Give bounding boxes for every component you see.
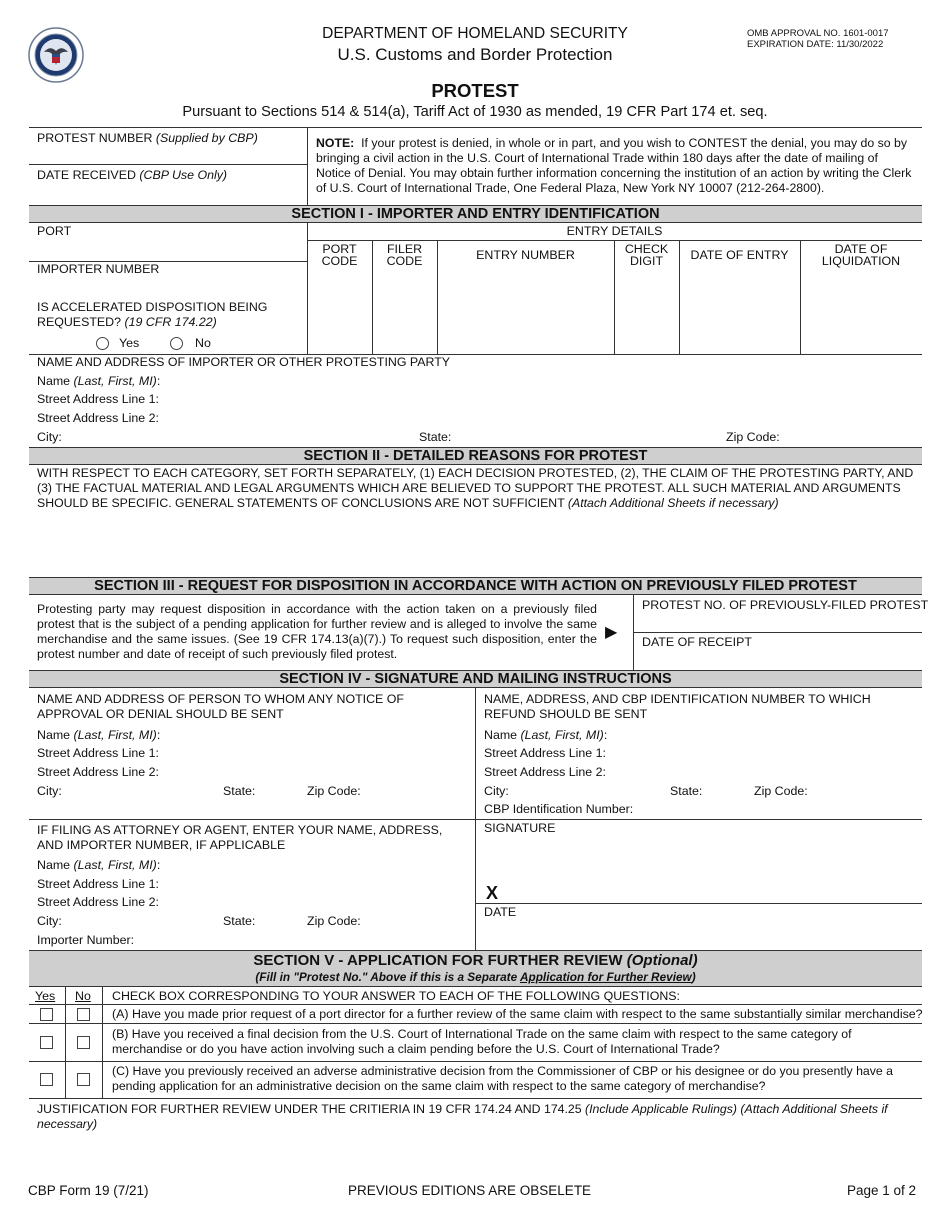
refund-recipient-title: NAME, ADDRESS, AND CBP IDENTIFICATION NUMBER TO WHICH REFUND SHOULD BE SENT bbox=[484, 692, 871, 721]
cbp-id-field[interactable]: CBP Identification Number: bbox=[484, 802, 634, 816]
port-field[interactable]: PORT bbox=[37, 224, 72, 238]
col-check-digit: CHECK DIGIT bbox=[624, 242, 669, 268]
col-date-of-entry: DATE OF ENTRY bbox=[690, 248, 789, 262]
col-port-code: PORT CODE bbox=[321, 242, 358, 268]
section-3-title: SECTION III - REQUEST FOR DISPOSITION IN ACCORDANCE WITH ACTION ON PREVIOUSLY FILED PROTEST bbox=[29, 577, 922, 595]
refund-city[interactable]: City: bbox=[484, 784, 509, 798]
cbp-seal-icon bbox=[28, 27, 84, 83]
refund-street-1[interactable]: Street Address Line 1: bbox=[484, 746, 606, 760]
notice-street-1[interactable]: Street Address Line 1: bbox=[37, 746, 159, 760]
refund-street-2[interactable]: Street Address Line 2: bbox=[484, 765, 606, 779]
section-5-title: SECTION V - APPLICATION FOR FURTHER REVIEW (Optional) (Fill in "Protest No." Above if this is a Separate Application for Further Review) bbox=[29, 950, 922, 987]
date-of-receipt-field[interactable]: DATE OF RECEIPT bbox=[642, 635, 752, 649]
notice-zip[interactable]: Zip Code: bbox=[307, 784, 361, 798]
previous-protest-number-field[interactable]: PROTEST NO. OF PREVIOUSLY-FILED PROTEST bbox=[642, 598, 929, 612]
accelerated-yes-radio[interactable] bbox=[96, 337, 109, 350]
importer-state[interactable]: State: bbox=[419, 430, 452, 444]
accelerated-no-label: No bbox=[195, 336, 211, 350]
form-number: CBP Form 19 (7/21) bbox=[28, 1183, 149, 1198]
notice-recipient-title: NAME AND ADDRESS OF PERSON TO WHOM ANY NOTICE OF APPROVAL OR DENIAL SHOULD BE SENT bbox=[37, 692, 404, 721]
previous-protest-instructions: Protesting party may request disposition in accordance with the action taken on a previously filed protest that is the subject of a pending application for further review and is alleged to involve the same merchandise and the same issues. (See 19 CFR 174.13(a)(7).) To request such disposition, enter the protest number and date of receipt of such previously filed protest. bbox=[37, 602, 597, 661]
section-1-title: SECTION I - IMPORTER AND ENTRY IDENTIFICATION bbox=[29, 205, 922, 223]
col-date-of-liquidation: DATE OF LIQUIDATION bbox=[821, 242, 901, 268]
attorney-importer-number[interactable]: Importer Number: bbox=[37, 933, 135, 947]
justification-label: JUSTIFICATION FOR FURTHER REVIEW UNDER THE CRITIERIA IN 19 CFR 174.24 AND 174.25 (Include Applicable Rulings) (Attach Additional Sheets if necessary) bbox=[37, 1102, 888, 1131]
notice-city[interactable]: City: bbox=[37, 784, 62, 798]
page-number: Page 1 of 2 bbox=[847, 1183, 917, 1198]
protest-number-field[interactable]: PROTEST NUMBER (Supplied by CBP) bbox=[37, 131, 258, 145]
question-a-no-checkbox[interactable] bbox=[77, 1008, 90, 1021]
attorney-street-1[interactable]: Street Address Line 1: bbox=[37, 877, 159, 891]
attorney-zip[interactable]: Zip Code: bbox=[307, 914, 361, 928]
protest-reasons-area[interactable] bbox=[29, 515, 922, 577]
question-b-no-checkbox[interactable] bbox=[77, 1036, 90, 1049]
signature-label: SIGNATURE bbox=[484, 821, 556, 835]
section-4-title: SECTION IV - SIGNATURE AND MAILING INSTRUCTIONS bbox=[29, 670, 922, 688]
agency-name: U.S. Customs and Border Protection bbox=[337, 45, 613, 64]
form-subtitle: Pursuant to Sections 514 & 514(a), Tariff Act of 1930 as mended, 19 CFR Part 174 et. seq. bbox=[182, 104, 768, 120]
date-received-field[interactable]: DATE RECEIVED (CBP Use Only) bbox=[37, 168, 228, 182]
signature-date-field[interactable]: DATE bbox=[484, 905, 517, 919]
importer-number-field[interactable]: IMPORTER NUMBER bbox=[37, 262, 160, 276]
accelerated-yes-label: Yes bbox=[119, 336, 140, 350]
expiration-date: EXPIRATION DATE: 11/30/2022 bbox=[747, 39, 884, 50]
accelerated-question-2: REQUESTED? (19 CFR 174.22) bbox=[37, 315, 217, 329]
col-filer-code: FILER CODE bbox=[386, 242, 423, 268]
importer-city[interactable]: City: bbox=[37, 430, 62, 444]
attorney-city[interactable]: City: bbox=[37, 914, 62, 928]
department-name: DEPARTMENT OF HOMELAND SECURITY bbox=[322, 25, 628, 42]
importer-street-1[interactable]: Street Address Line 1: bbox=[37, 392, 159, 406]
attorney-street-2[interactable]: Street Address Line 2: bbox=[37, 895, 159, 909]
section-2-title: SECTION II - DETAILED REASONS FOR PROTEST bbox=[29, 447, 922, 465]
importer-zip[interactable]: Zip Code: bbox=[726, 430, 780, 444]
contest-note: NOTE: If your protest is denied, in whole or in part, and you wish to CONTEST the denial, you may do so by bringing a civil action in the U.S. Court of International Trade within 180 days after the date of mailing of Notice of Denial. You may obtain further information concerning the institution of an action by writing the Clerk of U.S. Court of International Trade, One Federal Plaza, New York NY 10007 (212-264-2800). bbox=[316, 136, 912, 195]
signature-x-mark: X bbox=[486, 883, 499, 903]
refund-name-field[interactable]: Name (Last, First, MI): bbox=[484, 728, 608, 742]
entry-details-header: ENTRY DETAILS bbox=[566, 224, 663, 238]
attorney-state[interactable]: State: bbox=[223, 914, 256, 928]
protest-reasons-instructions: WITH RESPECT TO EACH CATEGORY, SET FORTH SEPARATELY, (1) EACH DECISION PROTESTED, (2), THE CLAIM OF THE PROTESTING PARTY, AND (3) THE FACTUAL MATERIAL AND LEGAL ARGUMENTS WHICH ARE BELIEVED TO SUPPORT THE PROTEST. ALL SUCH MATERIAL AND ARGUMENTS SHOULD BE SPECIFIC. GENERAL STATEMENTS OF CONCLUSIONS ARE NOT SUFFICIENT (Attach Additional Sheets if necessary) bbox=[37, 466, 914, 510]
justification-area[interactable] bbox=[29, 1134, 922, 1174]
yes-column-header: Yes bbox=[35, 989, 56, 1003]
omb-approval: OMB APPROVAL NO. 1601-0017 bbox=[747, 28, 889, 39]
no-column-header: No bbox=[75, 989, 91, 1003]
section-5-instruction: CHECK BOX CORRESPONDING TO YOUR ANSWER TO EACH OF THE FOLLOWING QUESTIONS: bbox=[112, 989, 680, 1003]
signature-field[interactable] bbox=[475, 835, 922, 903]
col-entry-number: ENTRY NUMBER bbox=[476, 248, 575, 262]
refund-zip[interactable]: Zip Code: bbox=[754, 784, 808, 798]
notice-name-field[interactable]: Name (Last, First, MI): bbox=[37, 728, 161, 742]
accelerated-question: IS ACCELERATED DISPOSITION BEING bbox=[37, 300, 268, 314]
notice-street-2[interactable]: Street Address Line 2: bbox=[37, 765, 159, 779]
question-b-yes-checkbox[interactable] bbox=[40, 1036, 53, 1049]
accelerated-no-radio[interactable] bbox=[170, 337, 183, 350]
importer-name-field[interactable]: Name (Last, First, MI): bbox=[37, 374, 161, 388]
question-c-no-checkbox[interactable] bbox=[77, 1073, 90, 1086]
arrow-right-icon: ▶ bbox=[605, 624, 618, 641]
importer-address-title: NAME AND ADDRESS OF IMPORTER OR OTHER PROTESTING PARTY bbox=[37, 355, 451, 369]
form-title: PROTEST bbox=[431, 80, 519, 101]
importer-street-2[interactable]: Street Address Line 2: bbox=[37, 411, 159, 425]
question-b: (B) Have you received a final decision from the U.S. Court of International Trade on the same claim with respect to the same category of merchandise or do you have action involving such a claim pending before the U.S. Court of International Trade? bbox=[112, 1027, 852, 1056]
attorney-name-field[interactable]: Name (Last, First, MI): bbox=[37, 858, 161, 872]
question-a-yes-checkbox[interactable] bbox=[40, 1008, 53, 1021]
attorney-title: IF FILING AS ATTORNEY OR AGENT, ENTER YOUR NAME, ADDRESS, AND IMPORTER NUMBER, IF APPLICABLE bbox=[37, 823, 443, 852]
previous-editions-note: PREVIOUS EDITIONS ARE OBSELETE bbox=[348, 1183, 592, 1198]
notice-state[interactable]: State: bbox=[223, 784, 256, 798]
question-a: (A) Have you made prior request of a port director for a further review of the same claim with respect to the same substantially similar merchandise? bbox=[112, 1007, 923, 1021]
question-c-yes-checkbox[interactable] bbox=[40, 1073, 53, 1086]
question-c: (C) Have you previously received an adverse administrative decision from the Commissioner of CBP or his designee or do you presently have a pending application for an administrative decision on the same claim with respect to the same category of merchandise? bbox=[112, 1064, 893, 1093]
refund-state[interactable]: State: bbox=[670, 784, 703, 798]
